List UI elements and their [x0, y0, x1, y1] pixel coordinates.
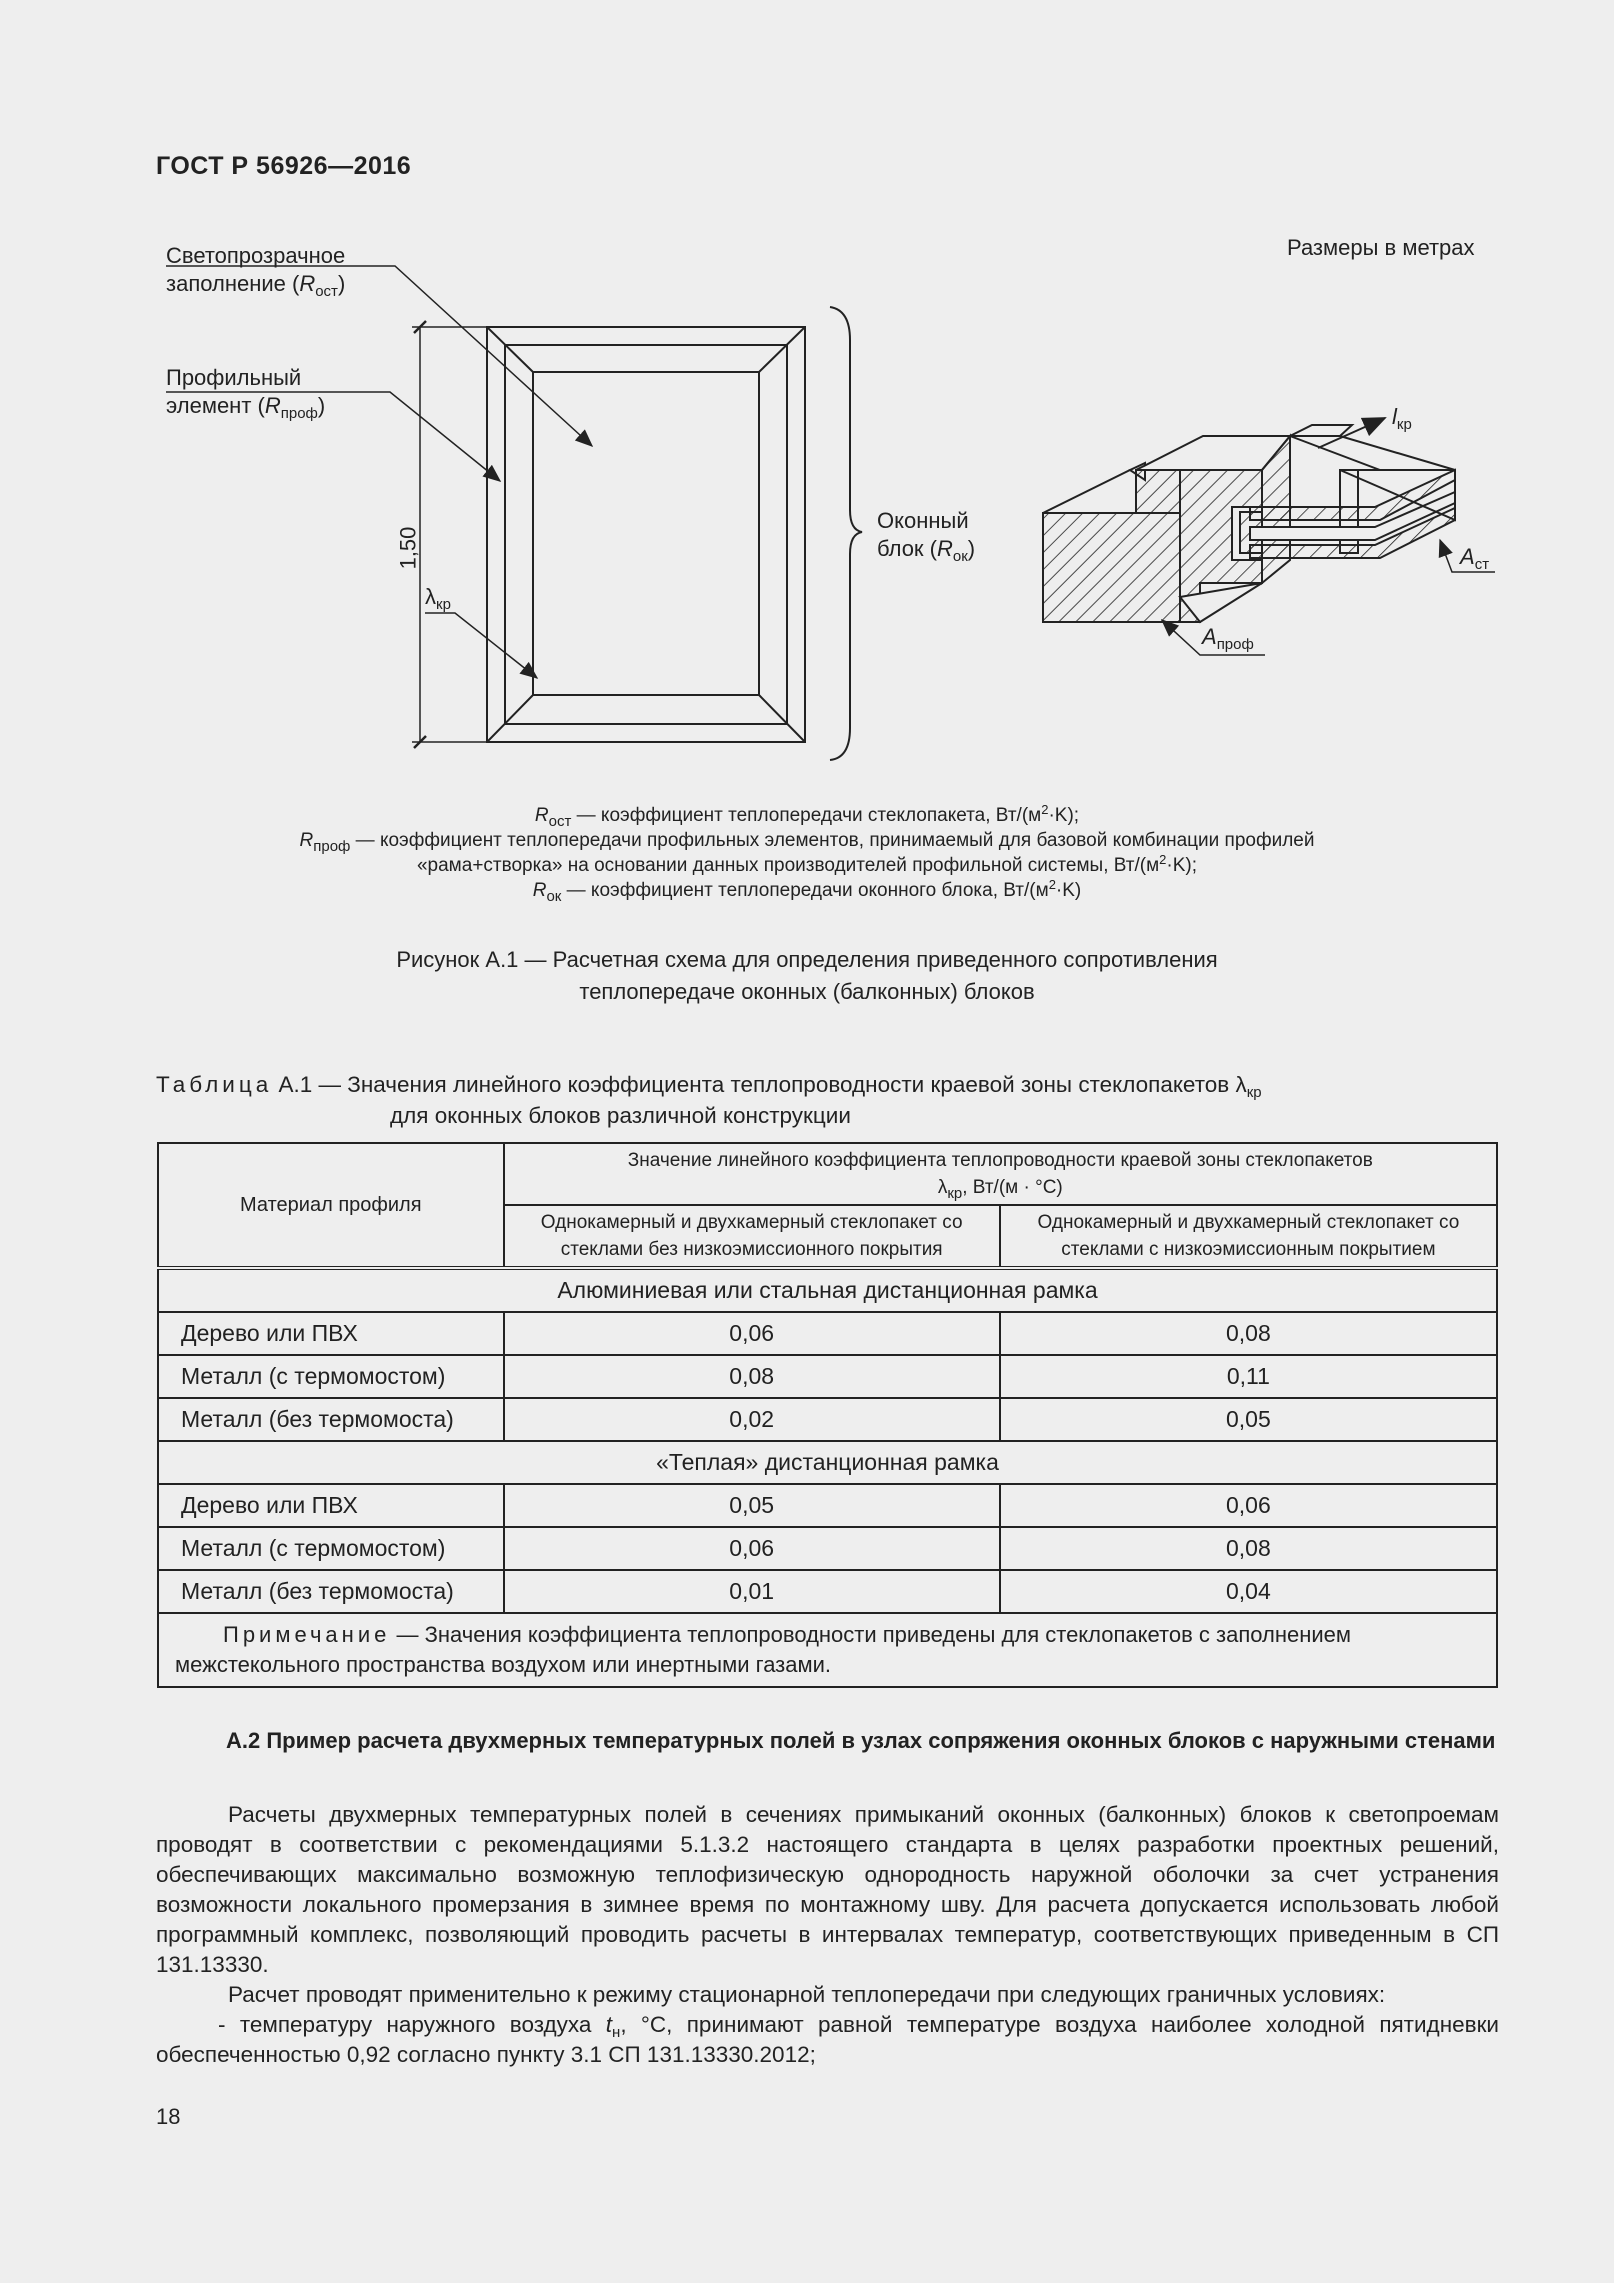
window-brace — [830, 307, 862, 760]
table-row: Металл (без термомоста) 0,02 0,05 — [158, 1398, 1497, 1441]
table-row: Дерево или ПВХ 0,06 0,08 — [158, 1312, 1497, 1355]
legend-line-3: «рама+створка» на основании данных производителей профильной системы, $Вт/(м^2\cdot K)$; — [416, 852, 1198, 876]
table-row: Металл (с термомостом) 0,08 0,11 — [158, 1355, 1497, 1398]
document-title: ГОСТ Р 56926—2016 — [156, 152, 412, 180]
legend-line-1: $R_{ост}$ — коэффициент теплопередачи стеклопакета, $Вт/(м^2\cdot K)$; — [534, 802, 1080, 830]
window-frame — [487, 327, 805, 742]
paragraph-1: Расчеты двухмерных температурных полей в сечениях примыканий оконных (балконных) блоков к светопроемам проводят в соответствии с рекомендациями 5.1.3.2 настоящего стандарта в целях разработки проектных решений, обеспечивающих максимально возможную теплофизическую однородность наружной оболочки за счет устранения возможности локального промерзания в зимнее время по монтажному шву. Для расчета допускается использовать любой программный комплекс, позволяющий проводить расчеты в интервалах температур, соответствующих приведенным в СП 131.13330. — [156, 1802, 1499, 1977]
header-col-a: Однокамерный и двухкамерный стеклопакет со стеклами без низкоэмиссионного покрытия — [504, 1205, 1000, 1268]
figure-legend — [156, 803, 1458, 903]
figure-caption: Рисунок А.1 — Расчетная схема для определения приведенного сопротивления теплопередаче оконных (балконных) блоков — [396, 947, 1218, 1004]
table-title: Таблица А.1 — Значения линейного коэффициента теплопроводности краевой зоны стеклопакетов $\lambda_{кр}$ для оконных блоков различной конструкции — [156, 1072, 1262, 1128]
label-lkr: $l_{кр}$ — [1392, 404, 1412, 433]
dimensions-note: Размеры в метрах — [1287, 235, 1475, 260]
lambda-leader — [425, 613, 537, 678]
legend-line-4: $R_{ок}$ — коэффициент теплопередачи оконного блока, $Вт/(м^2\cdot K)$ — [532, 877, 1082, 905]
lambda-table — [157, 1142, 1498, 1688]
label-aprof: $A_{проф}$ — [1202, 624, 1254, 653]
section-row-1: Алюминиевая или стальная дистанционная рамка — [158, 1268, 1497, 1312]
label-glazing: Светопрозрачное заполнение $(R_{ост})$ — [166, 243, 346, 300]
table-row: Металл (без термомоста) 0,01 0,04 — [158, 1570, 1497, 1613]
paragraph-3: - температуру наружного воздуха $t_н$, °С, принимают равной температуре воздуха наиболее холодной пятидневки обеспеченностью 0,92 согласно пункту 3.1 СП 131.13330.2012; — [156, 2012, 1499, 2067]
frame-outer — [487, 327, 805, 742]
dimension-value: 1,50 — [395, 526, 421, 570]
section-row-2: «Теплая» дистанционная рамка — [158, 1441, 1497, 1484]
section-body — [156, 1800, 1499, 2070]
header-material: Материал профиля — [158, 1143, 504, 1268]
label-window-block: Оконный блок $(R_{ок})$ — [877, 508, 976, 565]
header-col-b: Однокамерный и двухкамерный стеклопакет со стеклами с низкоэмиссионным покрытием — [1000, 1205, 1497, 1268]
header-group: Значение линейного коэффициента теплопроводности краевой зоны стеклопакетов $\lambda_{кр}$, Вт/(м · °С) — [504, 1143, 1497, 1205]
table-header-row-1 — [158, 1143, 1497, 1205]
dimension-line — [412, 321, 487, 748]
label-profile: Профильный элемент $(R_{проф})$ — [166, 365, 326, 422]
legend-line-2: $R_{проф}$ — коэффициент теплопередачи профильных элементов, принимаемый для базовой комбинации профилей — [299, 830, 1315, 855]
paragraph-2: Расчет проводят применительно к режиму стационарной теплопередачи при следующих граничных условиях: — [228, 1982, 1386, 2007]
table-note: Примечание — Значения коэффициента теплопроводности приведены для стеклопакетов с заполнением межстекольного пространства воздухом или инертными газами. — [158, 1613, 1497, 1687]
frame-inner — [533, 372, 759, 695]
cross-section — [1043, 425, 1455, 622]
label-lambda: $\lambda_{кр}$ — [425, 584, 451, 613]
section-heading: А.2 Пример расчета двухмерных температурных полей в узлах сопряжения оконных блоков с наружными стенами — [226, 1728, 1496, 1753]
page-number: 18 — [156, 2104, 181, 2129]
table-row: Металл (с термомостом) 0,06 0,08 — [158, 1527, 1497, 1570]
frame-middle — [505, 345, 787, 724]
table-row: Дерево или ПВХ 0,05 0,06 — [158, 1484, 1497, 1527]
label-ast: $A_{ст}$ — [1460, 544, 1490, 573]
